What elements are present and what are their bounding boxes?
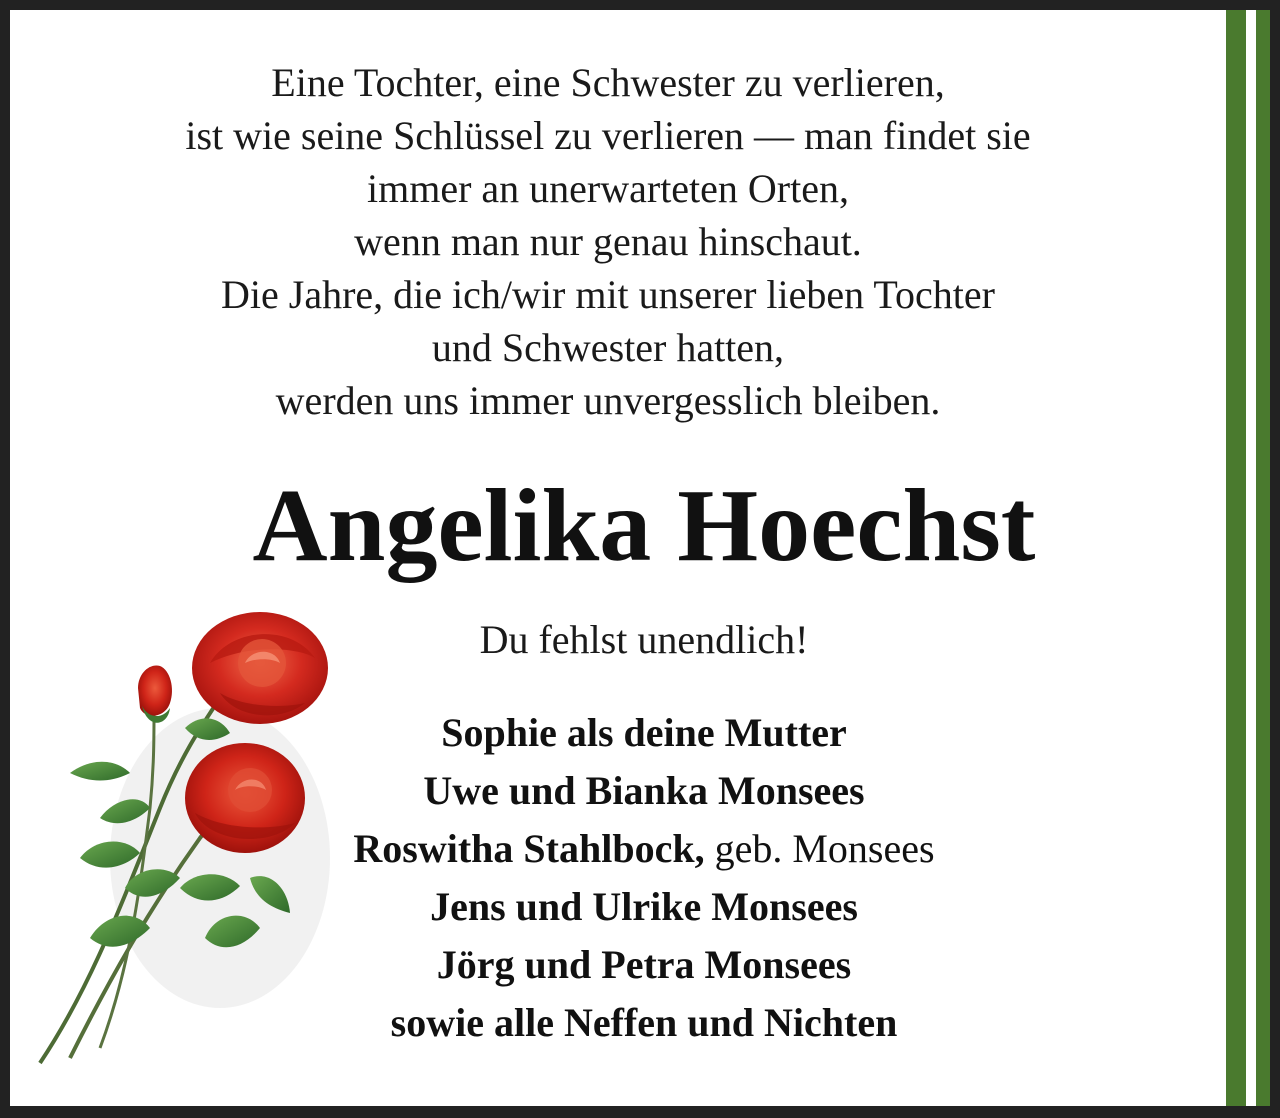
- mourner-name: Roswitha Stahlbock,: [353, 826, 705, 871]
- mourner-line: [10, 994, 1270, 1052]
- mourner-name: Uwe und Bianka Monsees: [423, 768, 865, 813]
- mourner-name: Jens und Ulrike Monsees: [430, 884, 858, 929]
- poem-line: ist wie seine Schlüssel zu verlieren — man findet sie: [185, 113, 1031, 158]
- mourner-line: [10, 820, 1270, 878]
- poem-line: Die Jahre, die ich/wir mit unserer lieben Tochter: [221, 272, 995, 317]
- farewell-line: Du fehlst unendlich!: [479, 617, 809, 662]
- memorial-poem: [10, 56, 1206, 427]
- obituary-notice: [10, 10, 1270, 1106]
- poem-line: wenn man nur genau hinschaut.: [354, 219, 862, 264]
- mourner-line: [10, 704, 1270, 762]
- deceased-name: Angelika Hoechst: [252, 468, 1036, 583]
- mourner-name: Jörg und Petra Monsees: [436, 942, 852, 987]
- poem-line: immer an unerwarteten Orten,: [366, 166, 849, 211]
- mourner-name: Sophie als deine Mutter: [441, 710, 847, 755]
- mourner-line: [10, 936, 1270, 994]
- mourner-name: sowie alle Neffen und Nichten: [390, 1000, 898, 1045]
- poem-line: und Schwester hatten,: [431, 325, 785, 370]
- poem-line: Eine Tochter, eine Schwester zu verlieren,: [271, 60, 945, 105]
- poem-line: werden uns immer unvergesslich bleiben.: [275, 378, 941, 423]
- mourner-maiden-name: geb. Monsees: [704, 826, 935, 871]
- mourner-line: [10, 878, 1270, 936]
- mourner-line: [10, 762, 1270, 820]
- mourners-list: [10, 704, 1270, 1052]
